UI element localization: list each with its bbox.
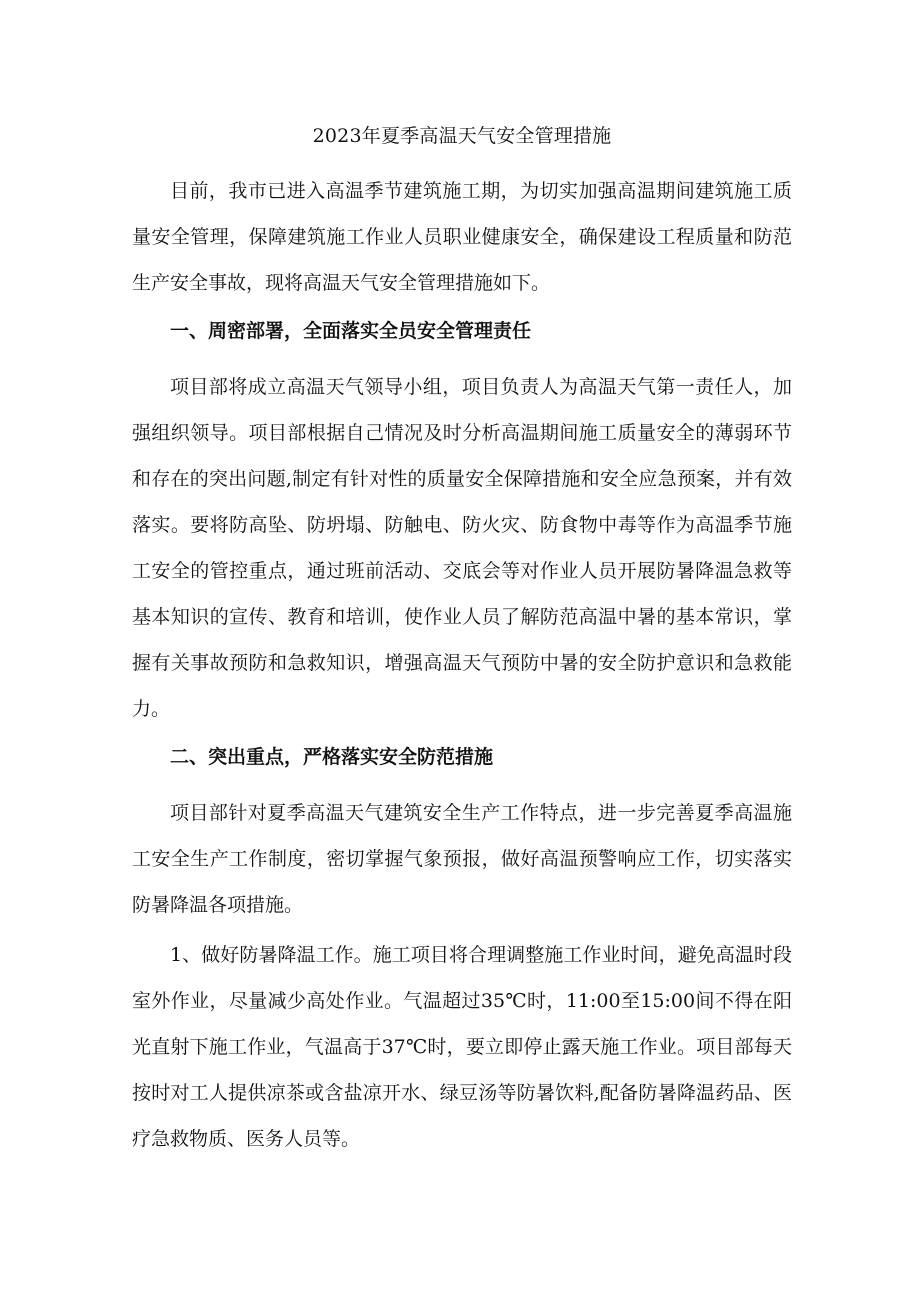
section-2-item-1: 1、做好防暑降温工作。施工项目将合理调整施工作业时间，避免高温时段室外作业，尽量减少高处作业。气温超过35℃时，11:00至15:00间不得在阳光直射下施工作业，气温高于37℃时，要立即停止露天施工作业。项目部每天按时对工人提供凉茶或含盐凉开水、绿豆汤等防暑饮料,配备防暑降温药品、医疗急救物质、医务人员等。 [132, 944, 792, 1150]
document-content [132, 118, 792, 1166]
section-1-paragraph: 项目部将成立高温天气领导小组，项目负责人为高温天气第一责任人，加强组织领导。项目部根据自己情况及时分析高温期间施工质量安全的薄弱环节和存在的突出问题,制定有针对性的质量安全保障措施和安全应急预案，并有效落实。要将防高坠、防坍塌、防触电、防火灾、防食物中毒等作为高温季节施工安全的管控重点，通过班前活动、交底会等对作业人员开展防暑降温急救等基本知识的宣传、教育和培训，使作业人员了解防范高温中暑的基本常识，掌握有关事故预防和急救知识，增强高温天气预防中暑的安全防护意识和急救能力。 [132, 376, 792, 720]
intro-paragraph: 目前，我市已进入高温季节建筑施工期，为切实加强高温期间建筑施工质量安全管理，保障建筑施工作业人员职业健康安全，确保建设工程质量和防范生产安全事故，现将高温天气安全管理措施如下。 [132, 180, 792, 294]
document-title: 2023年夏季高温天气安全管理措施 [312, 125, 612, 147]
section-1-heading: 一、周密部署，全面落实全员安全管理责任 [170, 320, 532, 342]
section-2-heading: 二、突出重点，严格落实安全防范措施 [170, 746, 494, 768]
section-2-paragraph: 项目部针对夏季高温天气建筑安全生产工作特点，进一步完善夏季高温施工安全生产工作制度，密切掌握气象预报，做好高温预警响应工作，切实落实防暑降温各项措施。 [132, 802, 792, 916]
